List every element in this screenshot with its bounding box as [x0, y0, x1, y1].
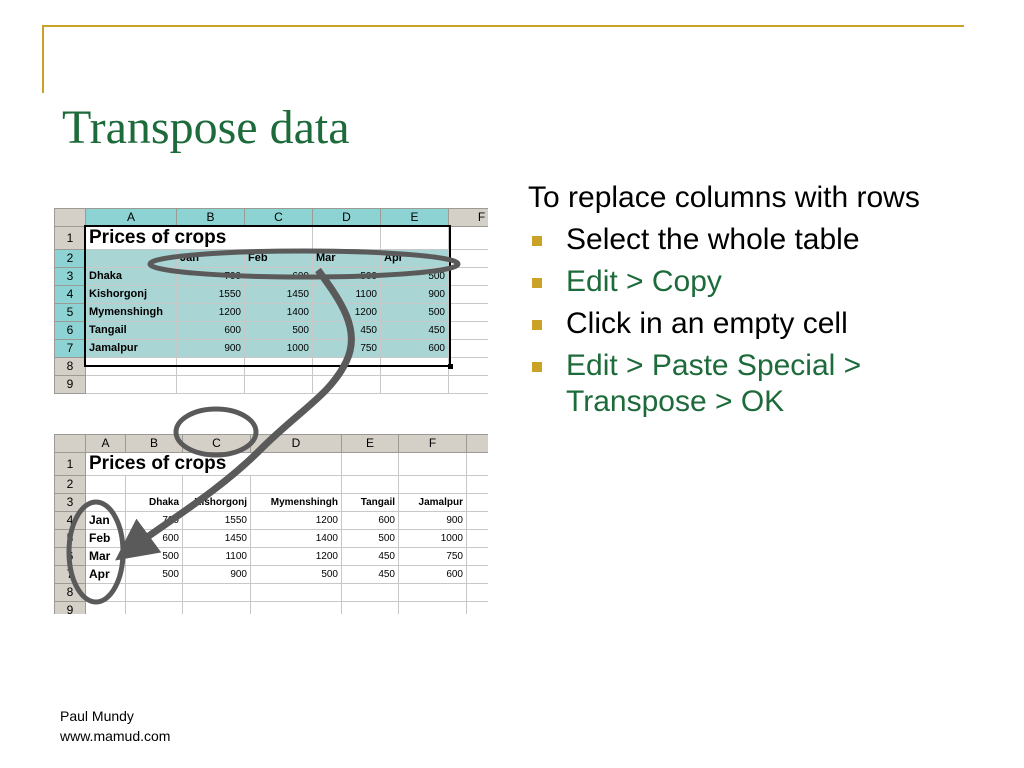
- value-cell[interactable]: 900: [177, 340, 245, 358]
- place-cell[interactable]: Mymenshingh: [86, 304, 177, 322]
- value-cell[interactable]: 1200: [251, 548, 342, 566]
- place-cell[interactable]: Tangail: [86, 322, 177, 340]
- column-header-f[interactable]: F: [399, 435, 467, 453]
- row-header[interactable]: 8: [55, 584, 86, 602]
- bullet-text: Click in an empty cell: [566, 307, 848, 340]
- footer-author: Paul Mundy: [60, 708, 134, 724]
- row-header[interactable]: 3: [55, 268, 86, 286]
- value-cell[interactable]: 1100: [313, 286, 381, 304]
- value-cell[interactable]: 600: [342, 512, 399, 530]
- value-cell[interactable]: 500: [251, 566, 342, 584]
- value-cell[interactable]: 1100: [183, 548, 251, 566]
- footer-site: www.mamud.com: [60, 728, 171, 744]
- value-cell[interactable]: 1200: [313, 304, 381, 322]
- bullet-text: Edit > Paste Special > Transpose > OK: [566, 349, 862, 418]
- value-cell[interactable]: 1200: [251, 512, 342, 530]
- slide-title: Transpose data: [62, 101, 350, 154]
- column-header-c[interactable]: C: [183, 435, 251, 453]
- column-header-d[interactable]: D: [313, 209, 381, 227]
- row-header[interactable]: 7: [55, 566, 86, 584]
- place-cell[interactable]: Dhaka: [86, 268, 177, 286]
- column-header-b[interactable]: B: [177, 209, 245, 227]
- row-header[interactable]: 9: [55, 602, 86, 615]
- value-cell[interactable]: 900: [381, 286, 449, 304]
- place-header-cell[interactable]: Dhaka: [126, 494, 183, 512]
- highlight-oval-transposed-months: [69, 502, 123, 602]
- value-cell[interactable]: 750: [313, 340, 381, 358]
- column-header-c[interactable]: C: [245, 209, 313, 227]
- value-cell[interactable]: 450: [313, 322, 381, 340]
- value-cell[interactable]: 1450: [245, 286, 313, 304]
- month-cell[interactable]: Jan: [86, 512, 126, 530]
- column-header-d[interactable]: D: [251, 435, 342, 453]
- column-header-e[interactable]: E: [342, 435, 399, 453]
- column-header-e[interactable]: E: [381, 209, 449, 227]
- value-cell[interactable]: 500: [126, 548, 183, 566]
- value-cell[interactable]: 500: [381, 304, 449, 322]
- row-header[interactable]: 9: [55, 376, 86, 394]
- column-header-f[interactable]: F: [449, 209, 489, 227]
- highlight-oval-months: [150, 251, 458, 277]
- value-cell[interactable]: 450: [342, 548, 399, 566]
- month-cell[interactable]: Mar: [86, 548, 126, 566]
- value-cell[interactable]: 500: [381, 268, 449, 286]
- value-cell[interactable]: 1200: [177, 304, 245, 322]
- value-cell[interactable]: 1400: [245, 304, 313, 322]
- value-cell[interactable]: 750: [399, 548, 467, 566]
- footer-credit: [60, 706, 170, 746]
- bullet-text: Select the whole table: [566, 223, 860, 256]
- place-header-cell[interactable]: Kishorgonj: [183, 494, 251, 512]
- value-cell[interactable]: 600: [126, 530, 183, 548]
- value-cell[interactable]: 700: [126, 512, 183, 530]
- month-header-cell[interactable]: Mar: [313, 250, 381, 268]
- row-header[interactable]: 6: [55, 548, 86, 566]
- column-header-b[interactable]: B: [126, 435, 183, 453]
- value-cell[interactable]: 700: [177, 268, 245, 286]
- value-cell[interactable]: 600: [245, 268, 313, 286]
- row-header[interactable]: 4: [55, 512, 86, 530]
- month-header-cell[interactable]: Apr: [381, 250, 449, 268]
- row-header[interactable]: 3: [55, 494, 86, 512]
- place-header-cell[interactable]: Mymenshingh: [251, 494, 342, 512]
- row-header[interactable]: 1: [55, 227, 86, 250]
- bullet-text: Edit > Copy: [566, 265, 722, 298]
- value-cell[interactable]: 1000: [399, 530, 467, 548]
- value-cell[interactable]: 600: [381, 340, 449, 358]
- row-header[interactable]: 5: [55, 304, 86, 322]
- transpose-arrow-icon: [132, 270, 351, 548]
- column-header-a[interactable]: A: [86, 435, 126, 453]
- place-cell[interactable]: Jamalpur: [86, 340, 177, 358]
- row-header[interactable]: 5: [55, 530, 86, 548]
- value-cell[interactable]: 600: [399, 566, 467, 584]
- row-header[interactable]: 1: [55, 453, 86, 476]
- column-header-a[interactable]: A: [86, 209, 177, 227]
- place-cell[interactable]: Kishorgonj: [86, 286, 177, 304]
- place-header-cell[interactable]: Tangail: [342, 494, 399, 512]
- value-cell[interactable]: 500: [342, 530, 399, 548]
- row-header[interactable]: 8: [55, 358, 86, 376]
- value-cell[interactable]: 450: [342, 566, 399, 584]
- value-cell[interactable]: 450: [381, 322, 449, 340]
- row-header[interactable]: 2: [55, 476, 86, 494]
- sheet-title-cell[interactable]: Prices of crops: [86, 453, 342, 476]
- month-header-cell[interactable]: Feb: [245, 250, 313, 268]
- row-header[interactable]: 2: [55, 250, 86, 268]
- value-cell[interactable]: 500: [313, 268, 381, 286]
- sheet-title-cell[interactable]: Prices of crops: [86, 227, 313, 250]
- row-header[interactable]: 7: [55, 340, 86, 358]
- highlight-oval-column-c: [176, 409, 256, 455]
- value-cell[interactable]: 1000: [245, 340, 313, 358]
- value-cell[interactable]: 900: [399, 512, 467, 530]
- month-header-cell[interactable]: Jan: [177, 250, 245, 268]
- value-cell[interactable]: 1550: [183, 512, 251, 530]
- month-cell[interactable]: Feb: [86, 530, 126, 548]
- value-cell[interactable]: 1450: [183, 530, 251, 548]
- row-header[interactable]: 4: [55, 286, 86, 304]
- value-cell[interactable]: 500: [126, 566, 183, 584]
- value-cell[interactable]: 600: [177, 322, 245, 340]
- value-cell[interactable]: 1550: [177, 286, 245, 304]
- value-cell[interactable]: 1400: [251, 530, 342, 548]
- place-header-cell[interactable]: Jamalpur: [399, 494, 467, 512]
- row-header[interactable]: 6: [55, 322, 86, 340]
- value-cell[interactable]: 500: [245, 322, 313, 340]
- value-cell[interactable]: 900: [183, 566, 251, 584]
- month-cell[interactable]: Apr: [86, 566, 126, 584]
- bullet-lead: To replace columns with rows: [528, 181, 920, 214]
